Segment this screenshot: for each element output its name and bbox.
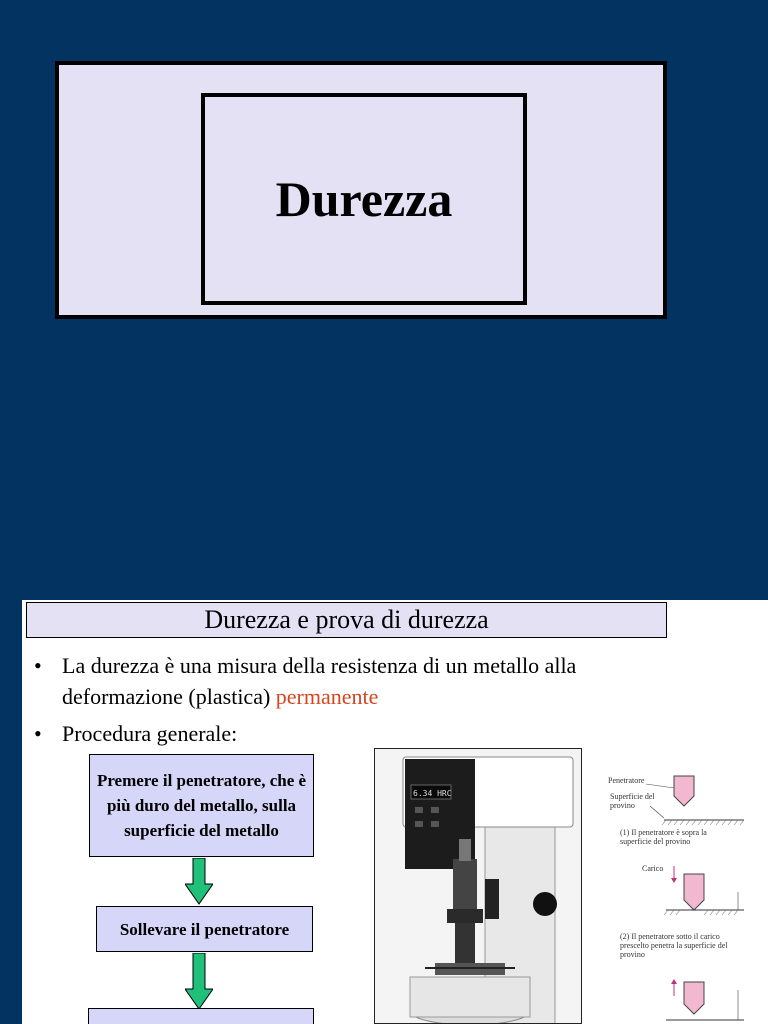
flow-step-lift [96, 906, 313, 952]
flow-step-press [89, 754, 314, 857]
slide-title: Durezza [275, 171, 453, 227]
flow-step-label: Sollevare il penetratore [119, 919, 290, 939]
hardness-tester-photo [374, 748, 582, 1024]
diagram-step-2: (2) Il penetratore sotto il carico prescelto penetra la superficie del provino [620, 932, 728, 959]
content-slide-title: Durezza e prova di durezza [26, 602, 667, 638]
flow-step-next [88, 1008, 314, 1024]
label-carico: Carico [642, 864, 664, 873]
flow-arrow-down-icon [185, 858, 213, 906]
bullet-highlight: permanente [275, 684, 379, 709]
bullet-procedure-text: Procedura generale: [62, 721, 238, 746]
bullet-dot: • [34, 721, 42, 746]
machine-display-text: 6.34 HRC [413, 789, 452, 798]
bullet-procedure [34, 718, 238, 749]
flow-arrow-down-icon [185, 953, 213, 1011]
hardness-tester-image [375, 749, 582, 1024]
diagram-step-1: (1) Il penetratore è sopra la superficie del provino [620, 828, 707, 846]
label-penetratore: Penetratore [608, 776, 645, 785]
bullet-definition [34, 650, 662, 712]
bullet-definition-text: La durezza è una misura della resistenza di un metallo alla deformazione (plastica) [62, 653, 577, 709]
content-slide [22, 600, 768, 1024]
label-superficie: Superficie del provino [610, 792, 655, 810]
flow-step-label: Premere il penetratore, che è più duro del metallo, sulla superficie del metallo [96, 771, 307, 840]
title-box [201, 93, 527, 305]
bullet-dot: • [34, 653, 42, 678]
